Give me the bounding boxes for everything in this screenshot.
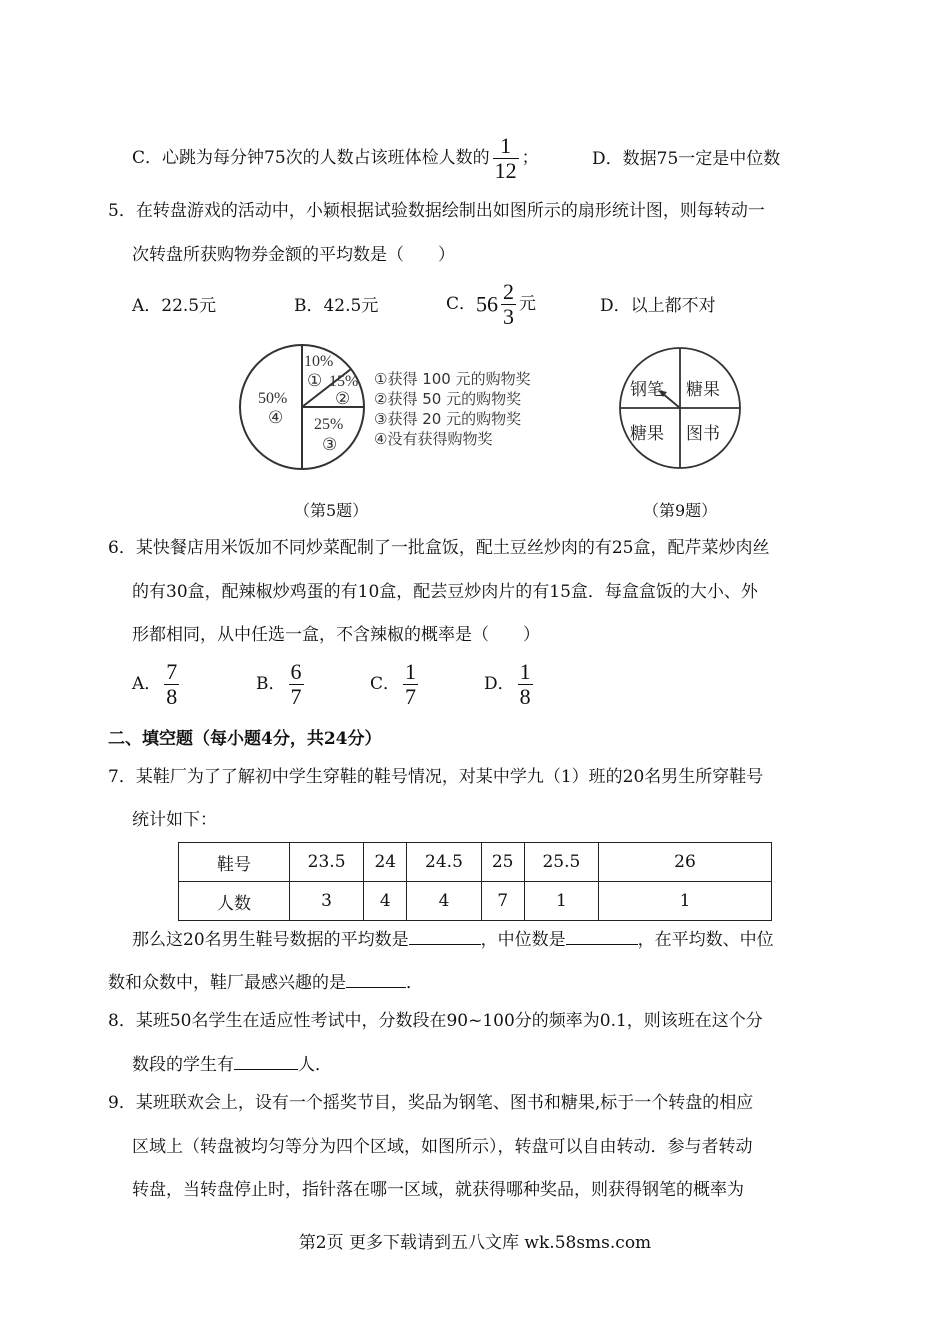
q9-stem-line3: 转盘，当转盘停止时，指针落在哪一区域，就获得哪种奖品，则获得钢笔的概率为 xyxy=(132,1180,744,1200)
q9-stem-line2: 区域上（转盘被均匀等分为四个区域，如图所示），转盘可以自由转动．参与者转动 xyxy=(132,1137,753,1157)
table-cell: 3 xyxy=(290,882,364,921)
q6-option-a: A． $\frac{7}{8}$ xyxy=(132,659,178,709)
table-cell: 24.5 xyxy=(407,843,481,882)
table-cell: 25.5 xyxy=(524,843,598,882)
table-cell: 人数 xyxy=(179,882,290,921)
table-cell: 24 xyxy=(364,843,407,882)
answer-blank[interactable] xyxy=(234,1053,298,1070)
shoe-size-table xyxy=(178,842,772,921)
table-cell: 25 xyxy=(481,843,524,882)
answer-blank[interactable] xyxy=(566,928,638,945)
pie-sector-label-1: ① xyxy=(307,371,323,391)
table-cell: 26 xyxy=(599,843,772,882)
q5-stem-line2: 次转盘所获购物券金额的平均数是（ ） xyxy=(132,245,455,265)
q4-option-c: C．心跳为每分钟75次的人数占该班体检人数的 $\frac{1}{12}$ ； xyxy=(132,133,539,183)
pie-sector-percent-1: 10% xyxy=(304,353,334,370)
q9-figure-caption: （第9题） xyxy=(643,501,718,520)
q8-stem-line1: 8．某班50名学生在适应性考试中，分数段在90~100分的频率为0.1，则该班在这个分 xyxy=(108,1011,763,1031)
q4-option-d: D．数据75一定是中位数 xyxy=(592,149,781,169)
table-cell: 4 xyxy=(407,882,481,921)
q7-after-line1: 那么这20名男生鞋号数据的平均数是 ，中位数是 ，在平均数、中位 xyxy=(132,930,774,950)
spinner-region-1: 钢笔 xyxy=(630,380,664,400)
q4-option-c-fraction: $\frac{1}{12}$ xyxy=(494,133,517,183)
q6-option-c: C． $\frac{1}{7}$ xyxy=(370,659,417,709)
table-cell: 1 xyxy=(599,882,772,921)
pie-legend-1: ①获得 100 元的购物奖 xyxy=(374,370,531,388)
q6-option-b: B． $\frac{6}{7}$ xyxy=(256,659,302,709)
pie-legend-3: ③获得 20 元的购物奖 xyxy=(374,410,522,428)
spinner-region-2: 糖果 xyxy=(686,380,720,400)
q6-stem-line2: 的有30盒，配辣椒炒鸡蛋的有10盒，配芸豆炒肉片的有15盒．每盒盒饭的大小、外 xyxy=(132,582,758,602)
spinner-region-3: 糖果 xyxy=(630,424,664,444)
table-cell: 1 xyxy=(524,882,598,921)
q7-stem-line2: 统计如下： xyxy=(132,810,217,830)
answer-blank[interactable] xyxy=(346,971,406,988)
spinner-region-4: 图书 xyxy=(686,424,720,444)
q6-stem-line3: 形都相同，从中任选一盒，不含辣椒的概率是（ ） xyxy=(132,625,540,645)
section-2-title: 二、填空题（每小题4分，共24分） xyxy=(108,729,382,749)
q8-stem-line2: 数段的学生有 人． xyxy=(132,1055,332,1075)
q5-option-b: B．42.5元 xyxy=(294,296,379,316)
table-cell: 4 xyxy=(364,882,407,921)
pie-legend-4: ④没有获得购物奖 xyxy=(374,430,493,448)
q5-option-d: D．以上都不对 xyxy=(600,296,716,316)
table-cell: 23.5 xyxy=(290,843,364,882)
table-cell: 鞋号 xyxy=(179,843,290,882)
q7-after-line2: 数和众数中，鞋厂最感兴趣的是 ． xyxy=(108,973,423,993)
table-cell: 7 xyxy=(481,882,524,921)
q9-stem-line1: 9．某班联欢会上，设有一个摇奖节目，奖品为钢笔、图书和糖果,标于一个转盘的相应 xyxy=(108,1093,754,1113)
q4-option-c-text: C．心跳为每分钟75次的人数占该班体检人数的 xyxy=(132,148,490,168)
page-footer: 第2页 更多下载请到五八文库 wk.58sms.com xyxy=(298,1233,652,1253)
pie-sector-percent-3: 25% xyxy=(314,416,344,433)
spinner-figure xyxy=(618,345,744,471)
q6-stem-line1: 6．某快餐店用米饭加不同炒菜配制了一批盒饭，配土豆丝炒肉的有25盒，配芹菜炒肉丝 xyxy=(108,538,770,558)
q5-option-a: A．22.5元 xyxy=(132,296,217,316)
pie-sector-percent-4: 50% xyxy=(258,390,288,407)
answer-blank[interactable] xyxy=(409,928,481,945)
q7-stem-line1: 7．某鞋厂为了了解初中学生穿鞋的鞋号情况，对某中学九（1）班的20名男生所穿鞋号 xyxy=(108,767,764,787)
q6-option-d: D． $\frac{1}{8}$ xyxy=(484,659,531,709)
q5-option-c: C．56 $\frac{2}{3}$ 元 xyxy=(446,279,537,329)
pie-legend-2: ②获得 50 元的购物奖 xyxy=(374,390,522,408)
pie-sector-label-3: ③ xyxy=(322,435,338,455)
q5-figure-caption: （第5题） xyxy=(294,501,369,520)
table-row xyxy=(179,843,772,882)
table-row xyxy=(179,882,772,921)
pie-sector-label-2: ② xyxy=(335,389,351,409)
pie-chart-figure xyxy=(238,342,568,472)
pie-sector-label-4: ④ xyxy=(268,408,284,428)
pie-sector-percent-2: 15% xyxy=(329,373,359,390)
q5-stem-line1: 5．在转盘游戏的活动中，小颖根据试验数据绘制出如图所示的扇形统计图，则每转动一 xyxy=(108,201,765,221)
